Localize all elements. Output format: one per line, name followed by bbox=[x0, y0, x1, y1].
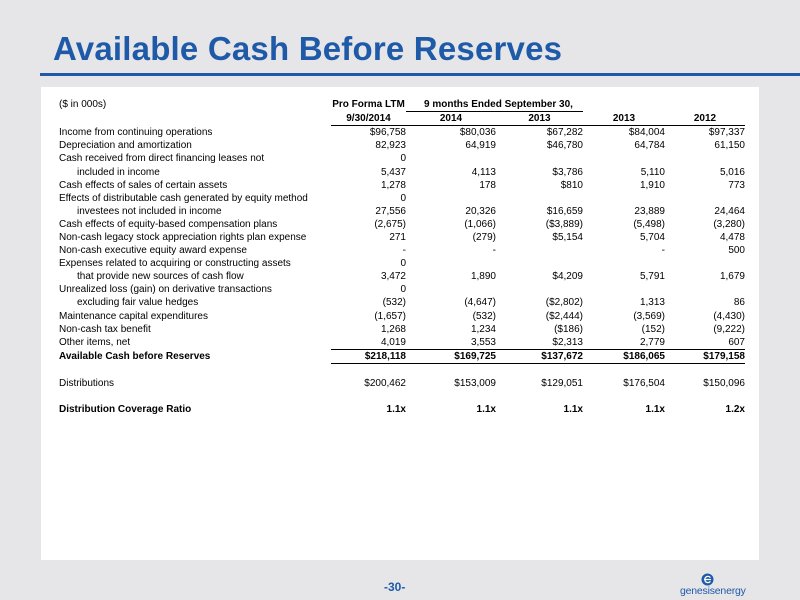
table-row bbox=[59, 310, 745, 323]
row-label: Non-cash executive equity award expense bbox=[59, 245, 247, 257]
table-row bbox=[59, 126, 745, 140]
row-value: 5,437 bbox=[380, 166, 406, 178]
row-value: 3,553 bbox=[470, 336, 496, 348]
row-value bbox=[496, 283, 583, 296]
row-value: 0 bbox=[400, 192, 406, 204]
table-panel bbox=[41, 87, 759, 560]
row-value: 1,278 bbox=[380, 179, 406, 191]
row-value bbox=[665, 257, 745, 270]
row-value: 607 bbox=[728, 336, 745, 348]
spacer-row bbox=[59, 363, 745, 377]
row-value: 1,890 bbox=[470, 271, 496, 283]
header-row-2 bbox=[59, 112, 745, 126]
row-value: 1,268 bbox=[380, 323, 406, 335]
row-value: $5,154 bbox=[552, 231, 583, 243]
row-value: $97,337 bbox=[708, 127, 745, 139]
title-divider bbox=[40, 73, 800, 76]
row-value: 1,910 bbox=[639, 179, 665, 191]
row-label: Cash effects of equity-based compensation plans bbox=[59, 218, 278, 230]
coverage-row bbox=[59, 403, 745, 416]
row-value bbox=[583, 152, 665, 165]
row-value: (3,569) bbox=[633, 310, 665, 322]
row-value bbox=[583, 283, 665, 296]
row-label: Distributions bbox=[59, 377, 115, 389]
row-value: 27,556 bbox=[375, 205, 406, 217]
table-row bbox=[59, 257, 745, 270]
row-value: - bbox=[661, 245, 665, 257]
row-value bbox=[665, 283, 745, 296]
table-row bbox=[59, 244, 745, 257]
table-row bbox=[59, 218, 745, 231]
row-label: Distribution Coverage Ratio bbox=[59, 404, 192, 416]
row-value: (5,498) bbox=[633, 218, 665, 230]
row-value: 1.1x bbox=[476, 404, 496, 416]
pro-forma-date-header: 9/30/2014 bbox=[331, 112, 406, 126]
spacer-row bbox=[59, 390, 745, 403]
row-label: Effects of distributable cash generated by equity method bbox=[59, 192, 308, 204]
row-value bbox=[665, 192, 745, 205]
row-value: $80,036 bbox=[459, 127, 496, 139]
row-value: (152) bbox=[641, 323, 665, 335]
row-value: $150,096 bbox=[703, 377, 745, 389]
row-value bbox=[406, 152, 496, 165]
row-value: 61,150 bbox=[714, 140, 745, 152]
table-row bbox=[59, 192, 745, 205]
row-value bbox=[496, 244, 583, 257]
row-value: (532) bbox=[472, 310, 496, 322]
row-value: 5,791 bbox=[639, 271, 665, 283]
row-value bbox=[583, 192, 665, 205]
row-value: (2,675) bbox=[374, 218, 406, 230]
col-header-2014: 2014 bbox=[406, 112, 496, 126]
company-logo bbox=[680, 573, 775, 595]
pro-forma-header: Pro Forma LTM bbox=[332, 99, 405, 111]
total-row bbox=[59, 349, 745, 363]
row-value: (532) bbox=[382, 297, 406, 309]
table-row bbox=[59, 270, 745, 283]
row-label: that provide new sources of cash flow bbox=[77, 271, 244, 283]
row-value: $810 bbox=[560, 179, 583, 191]
row-value: ($186) bbox=[554, 323, 583, 335]
row-value: ($3,889) bbox=[545, 218, 583, 230]
row-label: Cash received from direct financing leases not bbox=[59, 153, 265, 165]
row-label: Income from continuing operations bbox=[59, 126, 213, 138]
row-value: $2,313 bbox=[552, 336, 583, 348]
row-value: 86 bbox=[733, 297, 745, 309]
row-value bbox=[496, 257, 583, 270]
row-value bbox=[406, 257, 496, 270]
row-label: Expenses related to acquiring or constructing assets bbox=[59, 258, 291, 270]
row-value: $218,118 bbox=[331, 349, 406, 363]
row-value bbox=[665, 152, 745, 165]
row-value: $46,780 bbox=[546, 140, 583, 152]
row-value: 24,464 bbox=[714, 205, 745, 217]
row-value bbox=[496, 192, 583, 205]
row-value bbox=[406, 283, 496, 296]
row-value: (1,657) bbox=[374, 310, 406, 322]
row-value: 2,779 bbox=[639, 336, 665, 348]
row-value: ($2,802) bbox=[545, 297, 583, 309]
row-value: 4,019 bbox=[380, 336, 406, 348]
row-value: (9,222) bbox=[713, 323, 745, 335]
row-value: - bbox=[402, 245, 406, 257]
units-label: ($ in 000s) bbox=[59, 99, 107, 111]
distributions-row bbox=[59, 377, 745, 390]
row-value: 1.2x bbox=[725, 404, 745, 416]
col-header-2012: 2012 bbox=[665, 112, 745, 126]
row-value: $169,725 bbox=[406, 349, 496, 363]
row-label: Non-cash legacy stock appreciation rights plan expense bbox=[59, 231, 307, 243]
table-row bbox=[59, 231, 745, 244]
row-value: 178 bbox=[479, 179, 496, 191]
row-value bbox=[406, 192, 496, 205]
row-value: $16,659 bbox=[546, 205, 583, 217]
row-value: $153,009 bbox=[454, 377, 496, 389]
row-value: (279) bbox=[472, 231, 496, 243]
row-value: 1,234 bbox=[470, 323, 496, 335]
row-label: Depreciation and amortization bbox=[59, 140, 192, 152]
row-label: investees not included in income bbox=[77, 205, 222, 217]
row-value: $67,282 bbox=[546, 127, 583, 139]
table-row bbox=[59, 139, 745, 152]
row-value: (4,430) bbox=[713, 310, 745, 322]
row-value: 0 bbox=[400, 258, 406, 270]
row-value: $137,672 bbox=[496, 349, 583, 363]
row-value: 1.1x bbox=[645, 404, 665, 416]
row-value: 4,113 bbox=[471, 166, 496, 178]
row-value: 5,704 bbox=[639, 231, 665, 243]
col-header-2013b: 2013 bbox=[583, 112, 665, 126]
row-value: 271 bbox=[389, 231, 406, 243]
row-label: Cash effects of sales of certain assets bbox=[59, 179, 228, 191]
row-value: 64,919 bbox=[465, 140, 496, 152]
row-value bbox=[496, 152, 583, 165]
row-value: 5,110 bbox=[640, 166, 665, 178]
page-title: Available Cash Before Reserves bbox=[53, 30, 563, 67]
page-number: -30- bbox=[384, 580, 406, 594]
row-value: 773 bbox=[728, 179, 745, 191]
row-value: $176,504 bbox=[623, 377, 665, 389]
row-value: 0 bbox=[400, 153, 406, 165]
logo-text: genesisenergy bbox=[680, 585, 746, 597]
row-value: 500 bbox=[728, 245, 745, 257]
row-value: $96,758 bbox=[369, 127, 406, 139]
row-value: 20,326 bbox=[465, 205, 496, 217]
table-row bbox=[59, 336, 745, 350]
table-row bbox=[59, 296, 745, 309]
row-value: 1.1x bbox=[563, 404, 583, 416]
row-value: $200,462 bbox=[364, 377, 406, 389]
row-value: 64,784 bbox=[634, 140, 665, 152]
row-value: 1,313 bbox=[639, 297, 665, 309]
cash-table bbox=[59, 98, 745, 416]
row-value: (1,066) bbox=[464, 218, 496, 230]
row-label: Other items, net bbox=[59, 336, 131, 348]
row-value: - bbox=[492, 245, 496, 257]
row-value: 1,679 bbox=[719, 271, 745, 283]
row-label: Non-cash tax benefit bbox=[59, 323, 151, 335]
row-label: excluding fair value hedges bbox=[77, 297, 199, 309]
table-row bbox=[59, 179, 745, 192]
table-row bbox=[59, 283, 745, 296]
row-value: 1.1x bbox=[386, 404, 406, 416]
row-value: $129,051 bbox=[541, 377, 583, 389]
row-value: 3,472 bbox=[380, 271, 406, 283]
row-label: Available Cash before Reserves bbox=[59, 350, 211, 362]
row-value: ($2,444) bbox=[545, 310, 583, 322]
row-value: $4,209 bbox=[552, 271, 583, 283]
row-value: 5,016 bbox=[719, 166, 745, 178]
row-label: Unrealized loss (gain) on derivative transactions bbox=[59, 284, 272, 296]
row-label: included in income bbox=[77, 166, 160, 178]
row-value: 23,889 bbox=[634, 205, 665, 217]
table-row bbox=[59, 205, 745, 218]
row-value: 4,478 bbox=[719, 231, 745, 243]
row-value: (3,280) bbox=[713, 218, 745, 230]
row-value: $84,004 bbox=[628, 127, 665, 139]
row-value bbox=[583, 257, 665, 270]
row-label: Maintenance capital expenditures bbox=[59, 310, 208, 322]
col-header-2013a: 2013 bbox=[496, 112, 583, 126]
table-row bbox=[59, 165, 745, 178]
row-value: 0 bbox=[400, 284, 406, 296]
table-row bbox=[59, 323, 745, 336]
row-value: $186,065 bbox=[583, 349, 665, 363]
row-value: $179,158 bbox=[665, 349, 745, 363]
table-row bbox=[59, 152, 745, 165]
row-value: $3,786 bbox=[552, 166, 583, 178]
row-value: (4,647) bbox=[464, 297, 496, 309]
row-value: 82,923 bbox=[375, 140, 406, 152]
header-row-1 bbox=[59, 98, 745, 112]
nine-months-header: 9 months Ended September 30, bbox=[406, 98, 583, 112]
